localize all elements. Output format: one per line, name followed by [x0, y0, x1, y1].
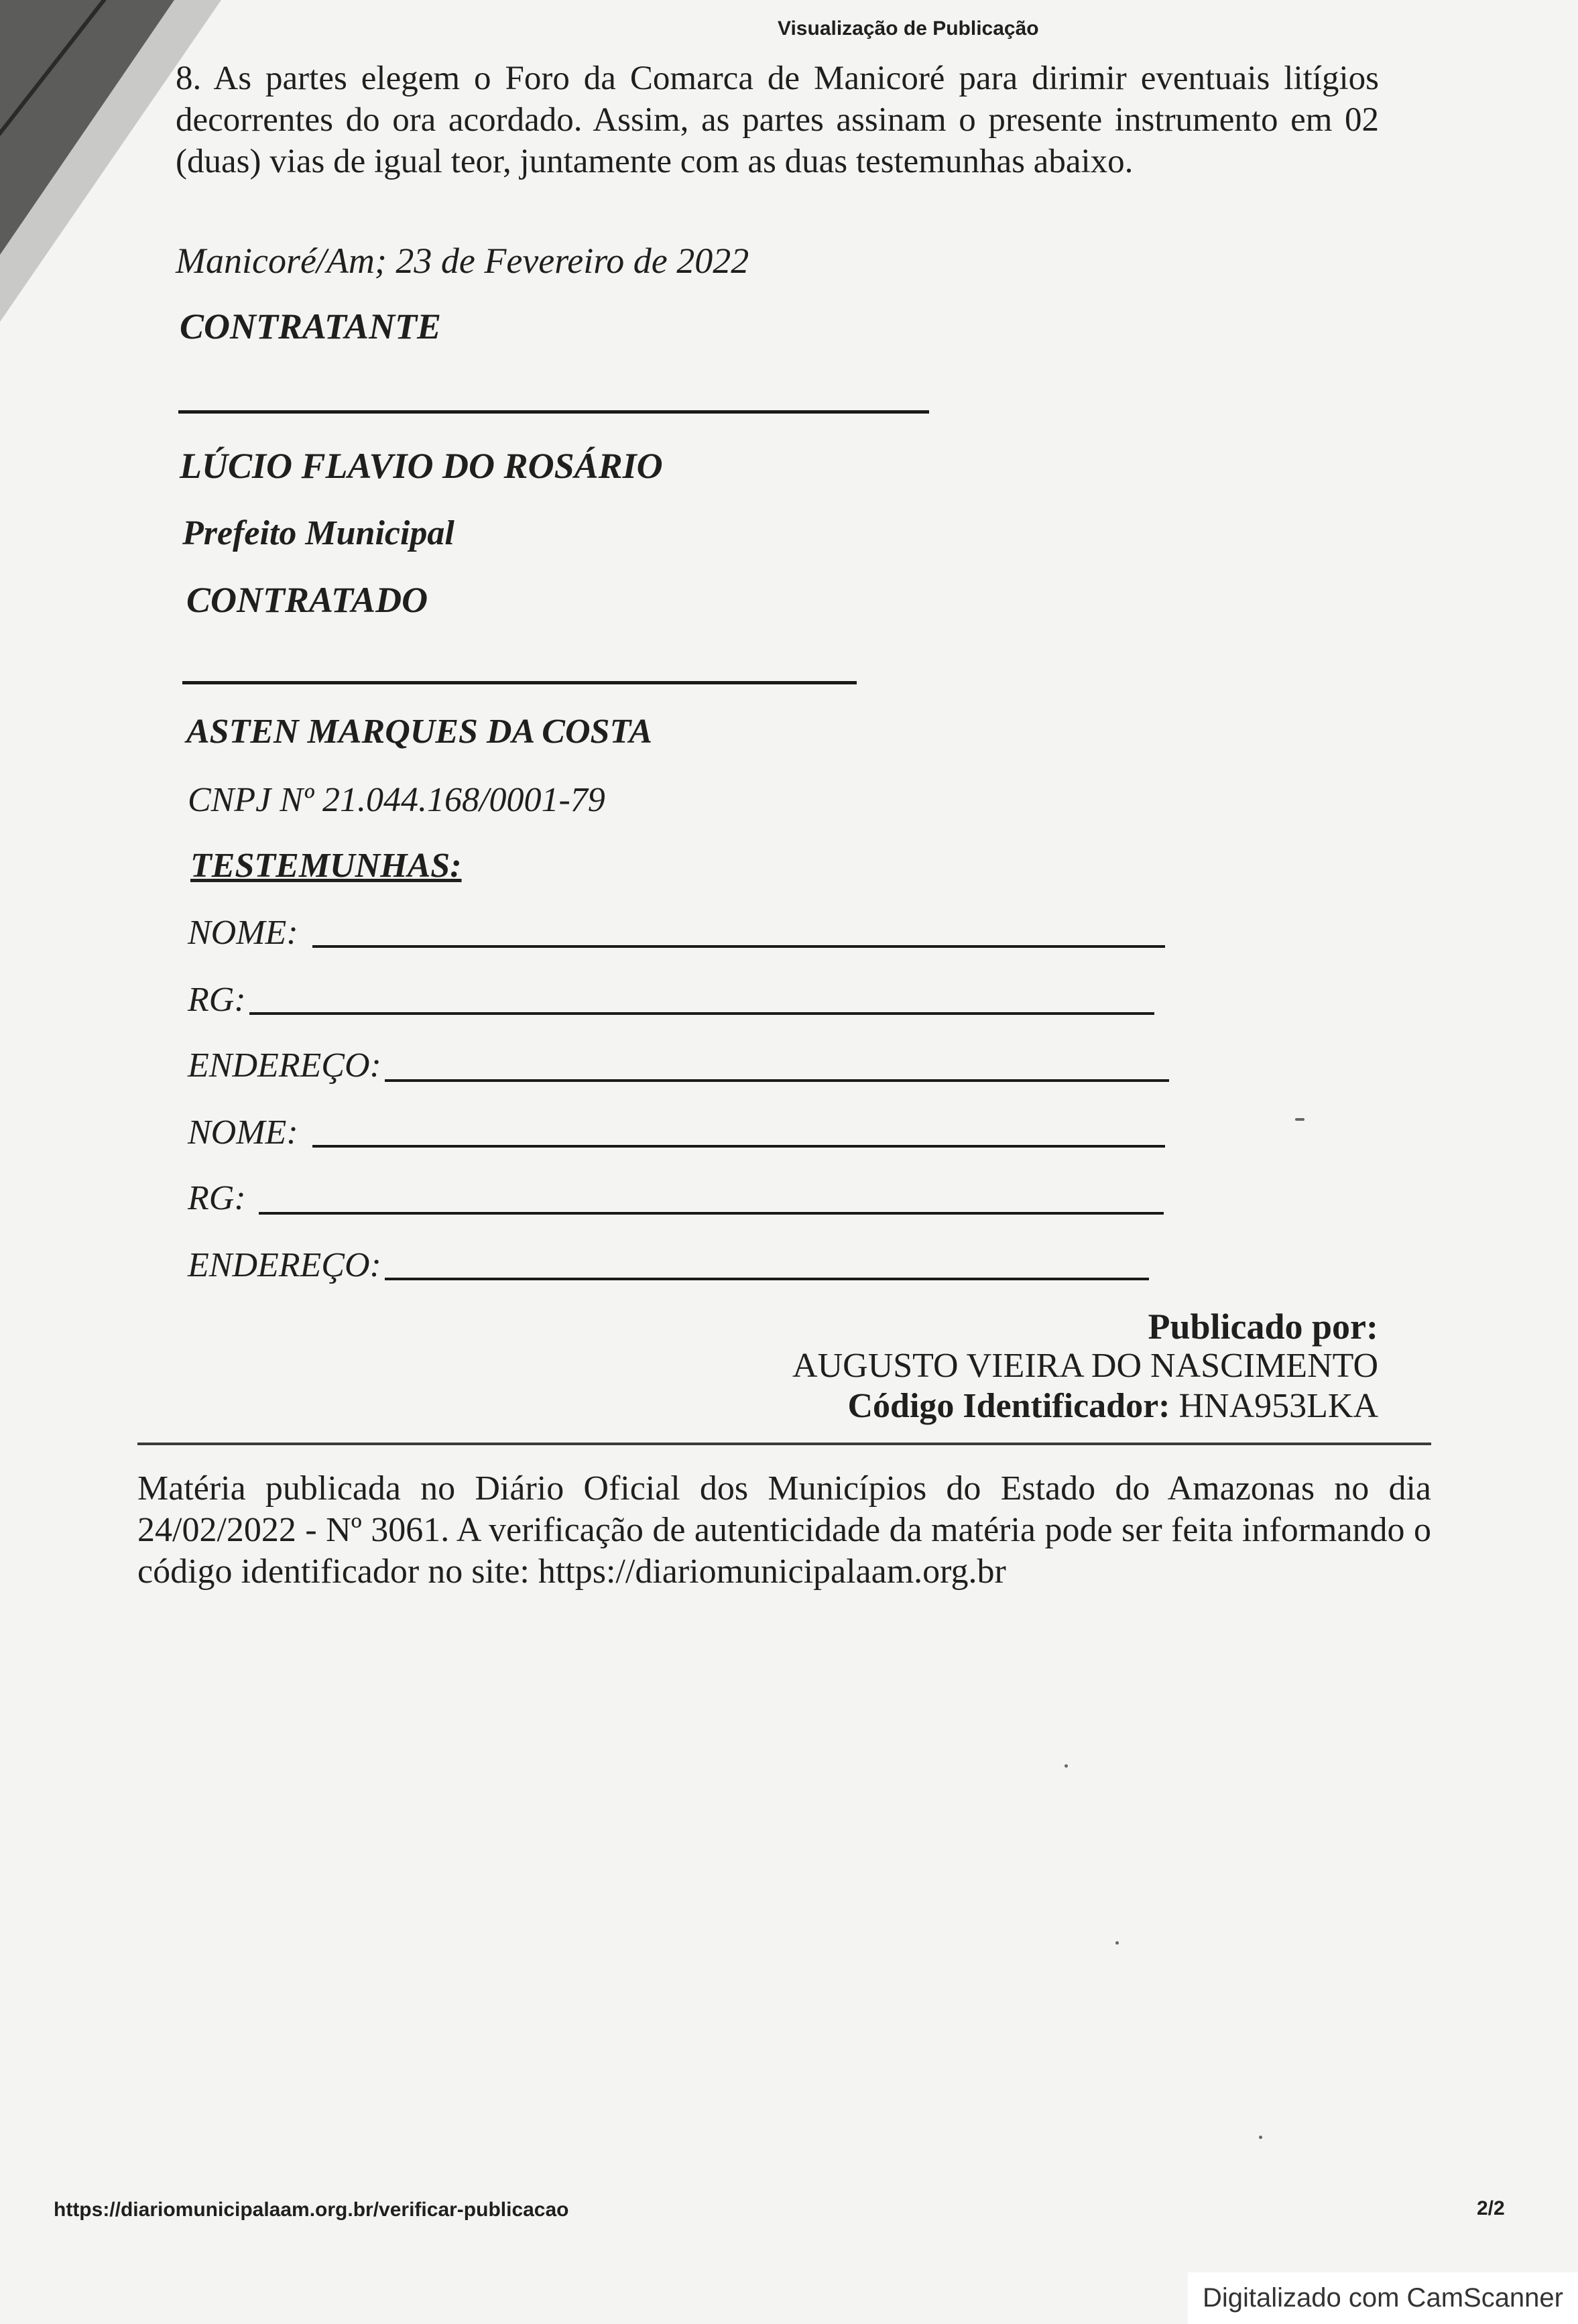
- witness2-address-label: ENDEREÇO:: [188, 1246, 381, 1284]
- contratante-role: Prefeito Municipal: [182, 514, 454, 552]
- witness1-rg-line: [249, 1012, 1154, 1015]
- contratado-label: CONTRATADO: [186, 580, 428, 620]
- testemunhas-heading: TESTEMUNHAS:: [190, 847, 462, 885]
- footer-divider: [137, 1443, 1431, 1445]
- published-by-label: Publicado por:: [1148, 1306, 1378, 1347]
- place-date: Manicoré/Am; 23 de Fevereiro de 2022: [176, 241, 749, 281]
- contratado-name: ASTEN MARQUES DA COSTA: [186, 713, 653, 751]
- witness1-name-label: NOME:: [188, 914, 298, 952]
- scan-speck: [1295, 1118, 1304, 1121]
- footer-note: Matéria publicada no Diário Oficial dos Municípios do Estado do Amazonas no dia 24/02/2022 - Nº 3061. A verificação de autenticidade da matéria pode ser feita informando o código identificador no site: https://diariomunicipalaam.org.br: [137, 1469, 1431, 1591]
- witness2-address-line: [385, 1278, 1149, 1280]
- contratado-signature-line: [182, 681, 857, 684]
- scan-speck: [1259, 2136, 1262, 2139]
- contratante-signature-line: [178, 410, 929, 414]
- verification-url[interactable]: https://diariomunicipalaam.org.br/verificar-publicacao: [54, 2199, 569, 2221]
- witness2-name-label: NOME:: [188, 1113, 298, 1152]
- contratante-label: CONTRATANTE: [180, 306, 442, 347]
- scan-speck: [1065, 1764, 1068, 1768]
- scan-speck: [1115, 1941, 1119, 1945]
- contratante-name: LÚCIO FLAVIO DO ROSÁRIO: [180, 446, 663, 486]
- scanner-watermark: Digitalizado com CamScanner: [1188, 2272, 1578, 2324]
- clause-paragraph: 8. As partes elegem o Foro da Comarca de Manicoré para dirimir eventuais litígios decorrentes do ora acordado. Assim, as partes assinam o presente instrumento em 02 (duas) vias de igual teor, juntamente com as duas testemunhas abaixo.: [176, 60, 1379, 180]
- witness1-name-line: [312, 945, 1165, 948]
- witness2-name-line: [312, 1145, 1165, 1148]
- header-title: Visualização de Publicação: [778, 17, 1039, 40]
- witness2-rg-label: RG:: [188, 1179, 246, 1217]
- identifier-code-label: Código Identificador:: [847, 1387, 1170, 1425]
- identifier-code: [847, 1386, 1378, 1426]
- witness1-rg-label: RG:: [188, 981, 246, 1019]
- witness2-rg-line: [259, 1212, 1164, 1215]
- published-by-name: AUGUSTO VIEIRA DO NASCIMENTO: [792, 1347, 1378, 1385]
- contratado-cnpj: CNPJ Nº 21.044.168/0001-79: [188, 781, 605, 819]
- identifier-code-value: HNA953LKA: [1178, 1387, 1378, 1425]
- witness1-address-line: [385, 1079, 1169, 1082]
- page-number: 2/2: [1477, 2197, 1505, 2219]
- witness1-address-label: ENDEREÇO:: [188, 1046, 381, 1085]
- scan-corner-dark: [0, 0, 174, 255]
